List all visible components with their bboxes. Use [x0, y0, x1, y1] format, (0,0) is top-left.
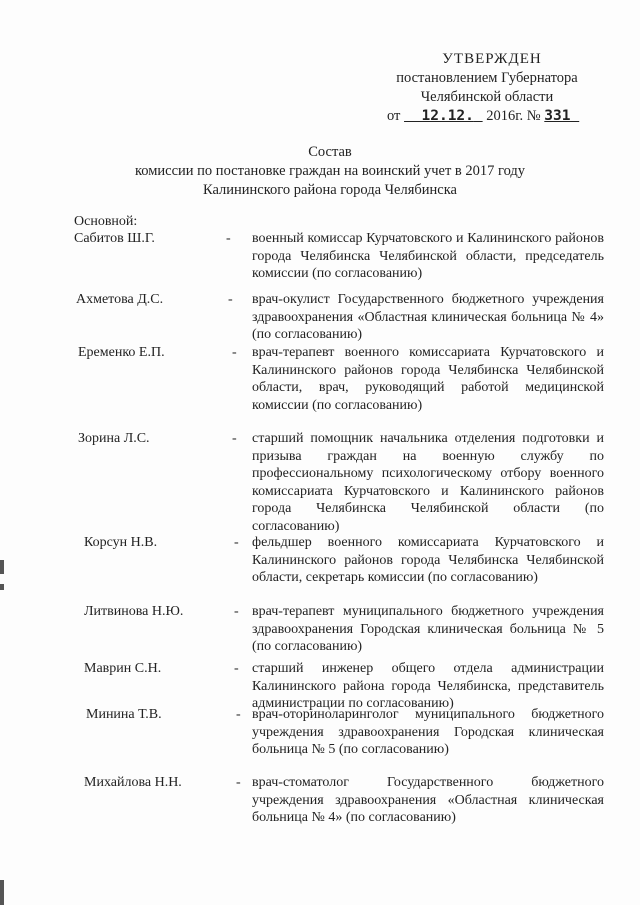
- member-row: [74, 534, 604, 606]
- member-dash: -: [234, 661, 239, 676]
- member-name: Сабитов Ш.Г.: [74, 231, 155, 246]
- approval-stamp: [372, 50, 602, 126]
- member-row: [74, 344, 604, 434]
- member-role: врач-терапевт муниципального бюджетного учреждения здравоохранения Городская клиническая больница № 5 (по согласованию): [252, 604, 604, 655]
- member-role: старший помощник начальника отделения подготовки и призыва граждан на военную службу по профессиональному психологическому отбору военного комиссариата Курчатовского и Калининского районов города Челябинска Челябинской области (по согласованию): [252, 431, 604, 534]
- member-name: Маврин С.Н.: [84, 661, 162, 676]
- member-name: Ахметова Д.С.: [76, 292, 164, 307]
- member-role: врач-стоматолог Государственного бюджетного учреждения здравоохранения «Областная клиническая больница № 4» (по согласованию): [252, 775, 604, 826]
- member-name: Литвинова Н.Ю.: [84, 604, 184, 619]
- approval-date-prefix: от: [387, 108, 401, 124]
- edge-mark: [0, 560, 4, 574]
- member-dash: -: [234, 604, 239, 619]
- member-role: военный комиссар Курчатовского и Калининского районов города Челябинска Челябинской области, председатель комиссии (по согласованию): [252, 231, 604, 282]
- title-line-1: Состав: [308, 144, 352, 160]
- section-label: Основной:: [74, 214, 138, 229]
- member-dash: -: [226, 231, 231, 246]
- member-row: [74, 291, 604, 345]
- member-name: Михайлова Н.Н.: [84, 775, 182, 790]
- title-line-2: комиссии по постановке граждан на воинский учет в 2017 году: [134, 163, 526, 179]
- member-row: [74, 603, 604, 657]
- approval-date-value: 12.12.: [421, 108, 474, 124]
- member-name: Минина Т.В.: [86, 707, 162, 722]
- member-name: Зорина Л.С.: [78, 431, 150, 446]
- edge-mark: [0, 584, 4, 590]
- approval-date-year: 2016г. №: [486, 108, 541, 124]
- member-dash: -: [234, 535, 239, 550]
- member-role: врач-окулист Государственного бюджетного учреждения здравоохранения «Областная клиническая больница № 4» (по согласованию): [252, 292, 604, 343]
- member-name: Корсун Н.В.: [84, 535, 158, 550]
- approval-line-2: Челябинской области: [420, 89, 554, 105]
- title-line-3: Калининского района города Челябинска: [202, 182, 457, 198]
- approval-heading: УТВЕРЖДЕН: [442, 51, 542, 67]
- approval-number: 331: [544, 108, 571, 124]
- member-row: [74, 706, 604, 778]
- member-row: [74, 230, 604, 284]
- member-dash: -: [232, 431, 237, 446]
- member-role: старший инженер общего отдела администрации Калининского района города Челябинска, представитель администрации по согласованию): [252, 661, 604, 712]
- member-role: врач-оториноларинголог муниципального бюджетного учреждения здравоохранения Городская клиническая больница № 5 (по согласованию): [252, 707, 604, 758]
- member-dash: -: [232, 345, 237, 360]
- document-title: [100, 143, 560, 200]
- edge-mark: [0, 880, 4, 905]
- member-dash: -: [236, 775, 241, 790]
- member-name: Еременко Е.П.: [78, 345, 165, 360]
- approval-line-1: постановлением Губернатора: [396, 70, 578, 86]
- member-dash: -: [236, 707, 241, 722]
- approval-date-line: [387, 107, 602, 126]
- member-row: [74, 430, 604, 538]
- member-row: [74, 774, 604, 828]
- member-dash: -: [228, 292, 233, 307]
- member-role: врач-терапевт военного комиссариата Курчатовского и Калининского районов города Челябинска Челябинской области, врач, руководящий работой медицинской комиссии (по согласованию): [252, 345, 604, 413]
- member-role: фельдшер военного комиссариата Курчатовского и Калининского районов города Челябинска Челябинской области, секретарь комиссии (по согласованию): [252, 535, 604, 586]
